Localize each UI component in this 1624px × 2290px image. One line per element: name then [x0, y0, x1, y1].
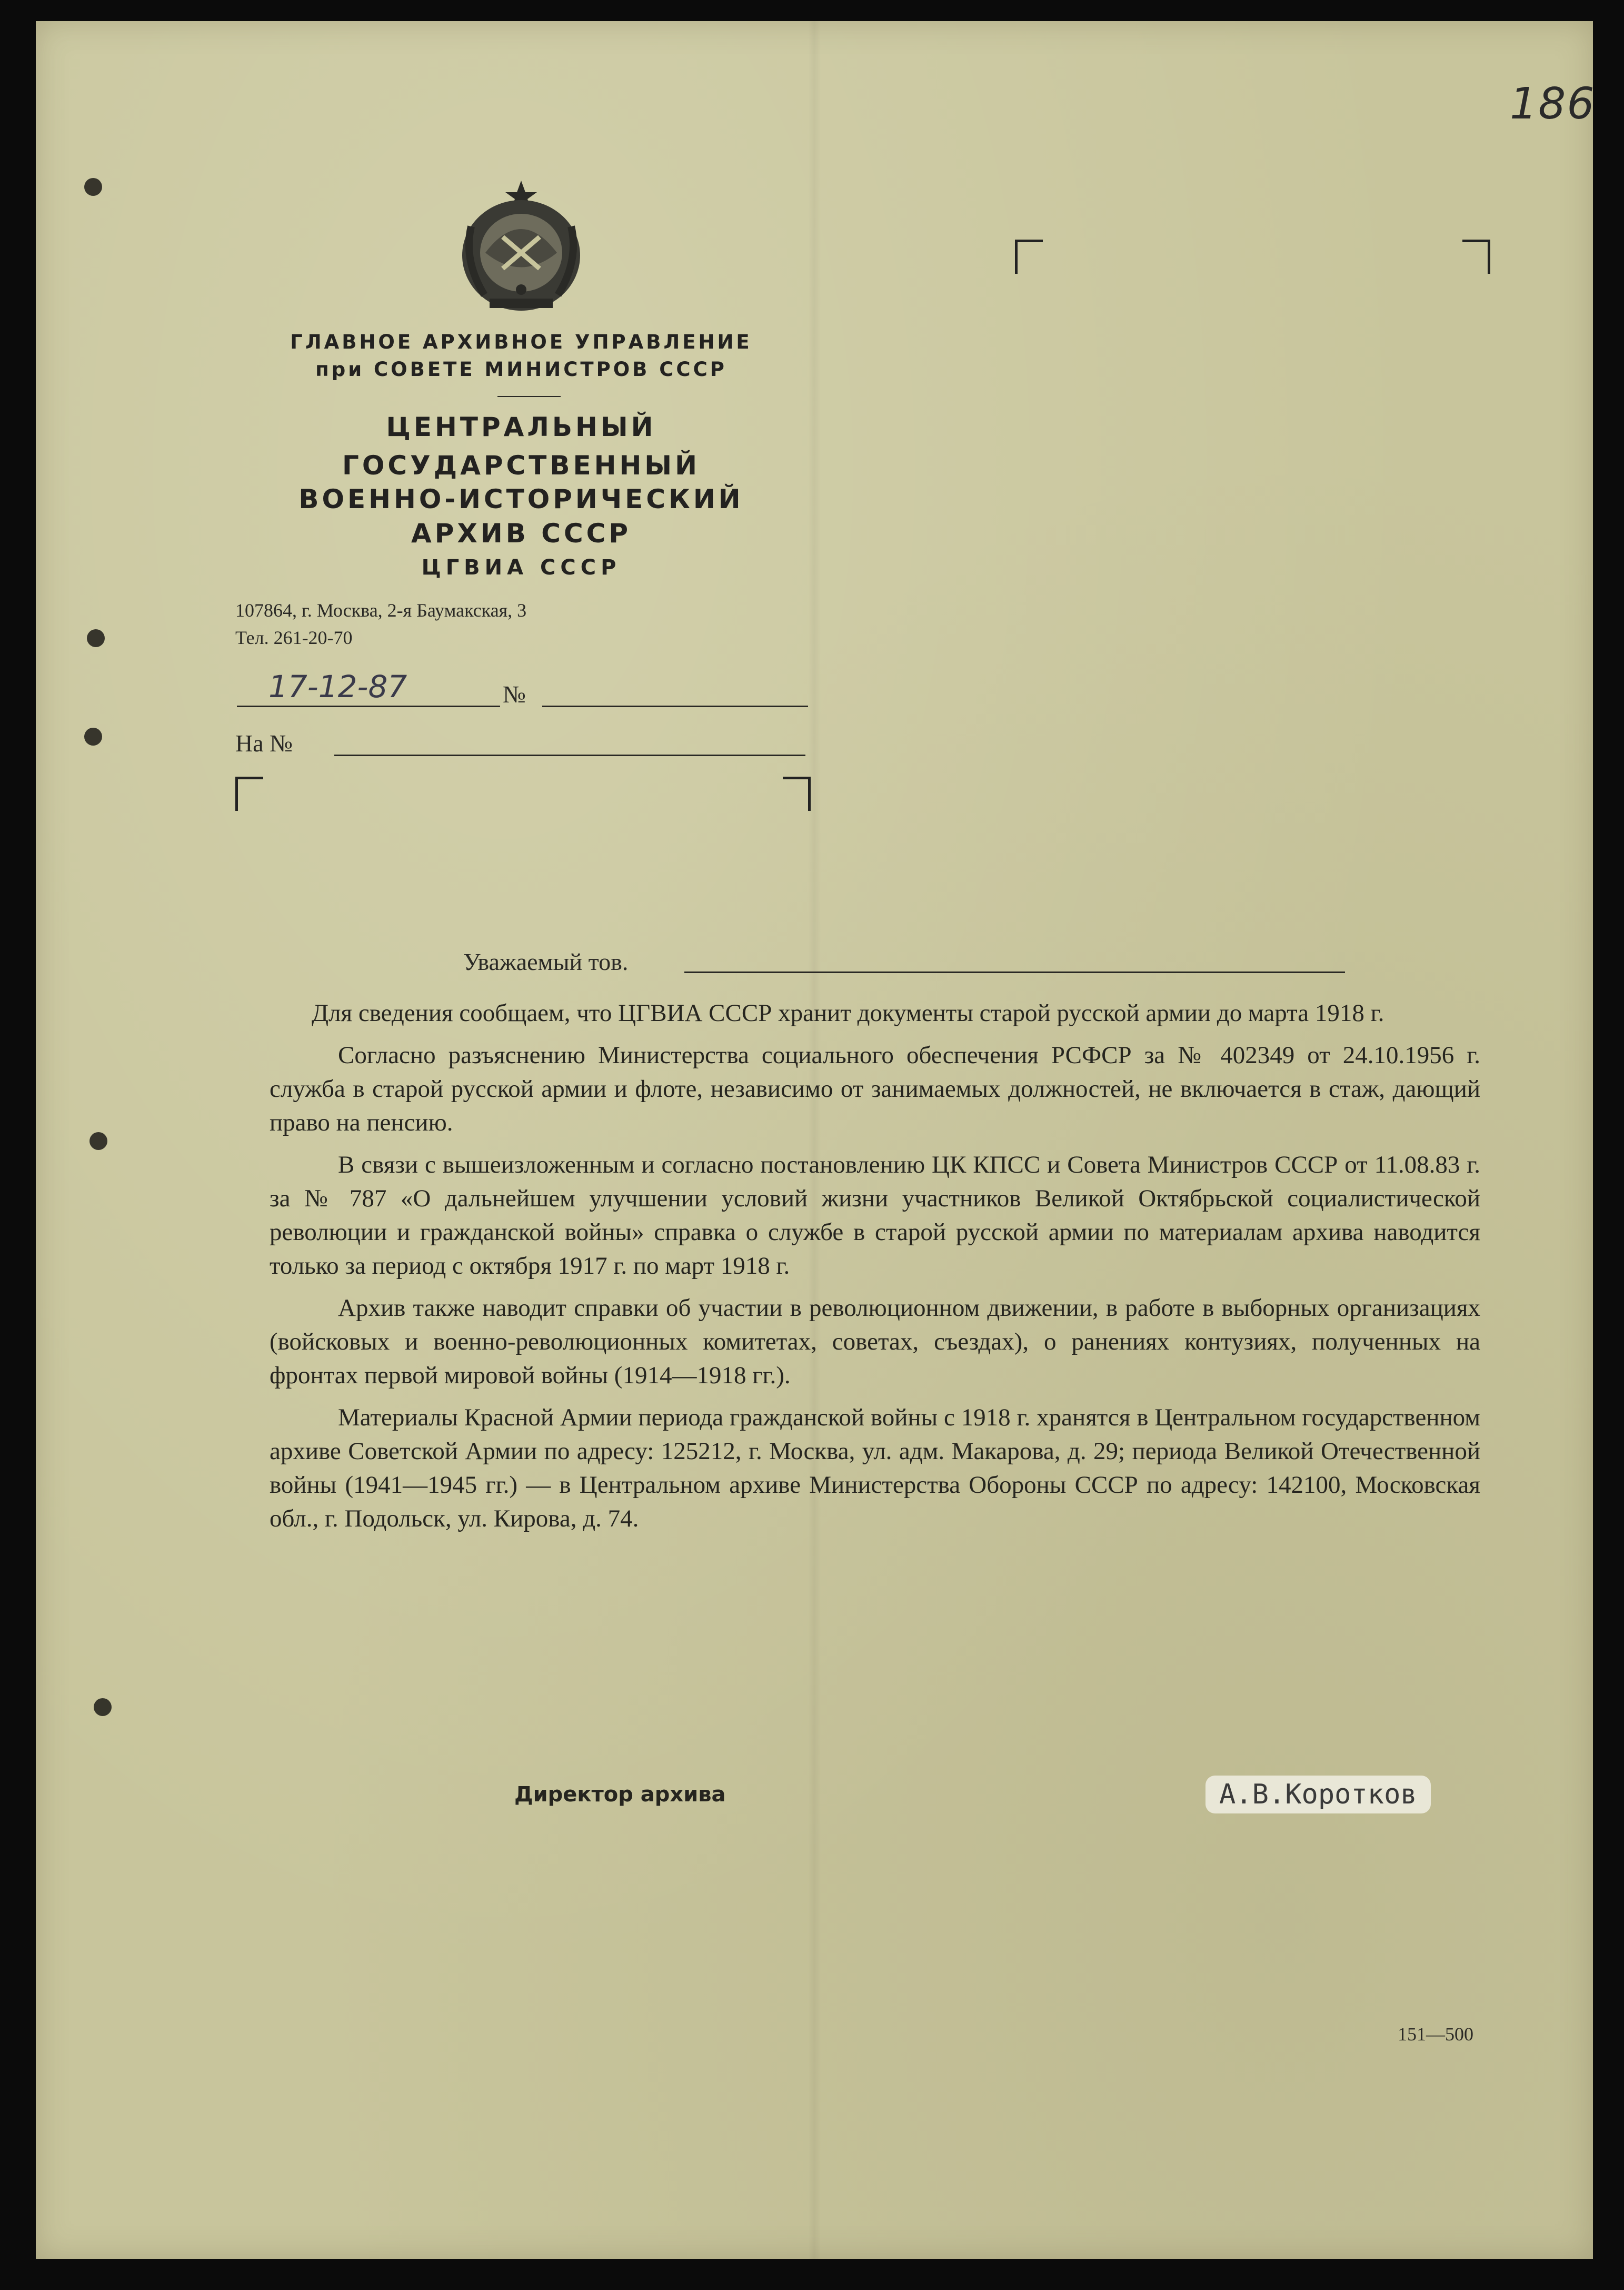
date-underline — [237, 706, 500, 707]
number-underline — [542, 706, 808, 707]
archive-line-1: ЦЕНТРАЛЬНЫЙ — [386, 412, 656, 442]
addressee-corner-mark — [235, 777, 263, 811]
addressee-corner-mark — [783, 777, 811, 811]
letter-body — [270, 996, 1480, 1544]
archive-line-4: АРХИВ СССР — [411, 518, 631, 549]
address-corner-mark — [1015, 240, 1043, 274]
archive-address: 107864, г. Москва, 2-я Баумакская, 3 — [235, 600, 527, 621]
archive-phone: Тел. 261-20-70 — [235, 627, 353, 648]
director-title: Директор архива — [514, 1782, 726, 1807]
reference-number-underline — [334, 755, 805, 756]
ussr-emblem-icon — [453, 176, 590, 319]
number-label: № — [503, 681, 526, 708]
reference-number-label: На № — [235, 730, 293, 757]
paragraph: Согласно разъяснению Министерства социального обеспечения РСФСР за № 402349 от 24.10.1956 г. служба в старой русской армии и флоте, независимо от занимаемых должностей, не включается в стаж, дающий право на пенсию. — [270, 1042, 1480, 1136]
punch-hole — [84, 728, 102, 746]
paragraph: Для сведения сообщаем, что ЦГВИА СССР хранит документы старой русской армии до марта 1918 г. — [312, 999, 1384, 1027]
paragraph: В связи с вышеизложенным и согласно постановлению ЦК КПСС и Совета Министров СССР от 11.08.83 г. за № 787 «О дальнейшем улучшении условий жизни участников Великой Октябрьской социалистической революции и гражданской войны» справка о службе в старой русской армии по материалам архива наводится только за период с октября 1917 г. по март 1918 г. — [270, 1151, 1480, 1280]
paragraph: Архив также наводит справки об участии в революционном движении, в работе в выборных организациях (войсковых и военно-революционных комитетах, советах, съездах), о ранениях контузиях, полученных на фронтах первой мировой войны (1914—1918 гг.). — [270, 1294, 1480, 1389]
print-code: 151—500 — [1398, 2024, 1473, 2045]
director-name-stamp: А.В.Коротков — [1205, 1776, 1431, 1813]
address-corner-mark — [1462, 240, 1490, 274]
archive-line-3: ВОЕННО-ИСТОРИЧЕСКИЙ — [298, 484, 744, 514]
ministry-line-2: при СОВЕТЕ МИНИСТРОВ СССР — [315, 358, 727, 381]
folio-number: 186 — [1510, 79, 1596, 129]
punch-hole — [84, 178, 102, 196]
punch-hole — [87, 629, 105, 647]
ministry-line-1: ГЛАВНОЕ АРХИВНОЕ УПРАВЛЕНИЕ — [290, 331, 752, 353]
greeting: Уважаемый тов. — [463, 948, 629, 975]
handwritten-date: 17-12-87 — [268, 669, 407, 705]
punch-hole — [94, 1698, 112, 1716]
archive-line-2: ГОСУДАРСТВЕННЫЙ — [342, 450, 700, 481]
punch-hole — [89, 1132, 107, 1150]
archive-abbreviation: ЦГВИА СССР — [421, 556, 621, 580]
paragraph: Материалы Красной Армии периода гражданской войны с 1918 г. хранятся в Центральном государственном архиве Советской Армии по адресу: 125212, г. Москва, ул. адм. Макарова, д. 29; периода Великой Отечественной войны (1941—1945 гг.) — в Центральном архиве Министерства Обороны СССР по адресу: 142100, Московская обл., г. Подольск, ул. Кирова, д. 74. — [270, 1404, 1480, 1532]
header-divider — [497, 396, 561, 397]
greeting-underline — [684, 971, 1345, 973]
